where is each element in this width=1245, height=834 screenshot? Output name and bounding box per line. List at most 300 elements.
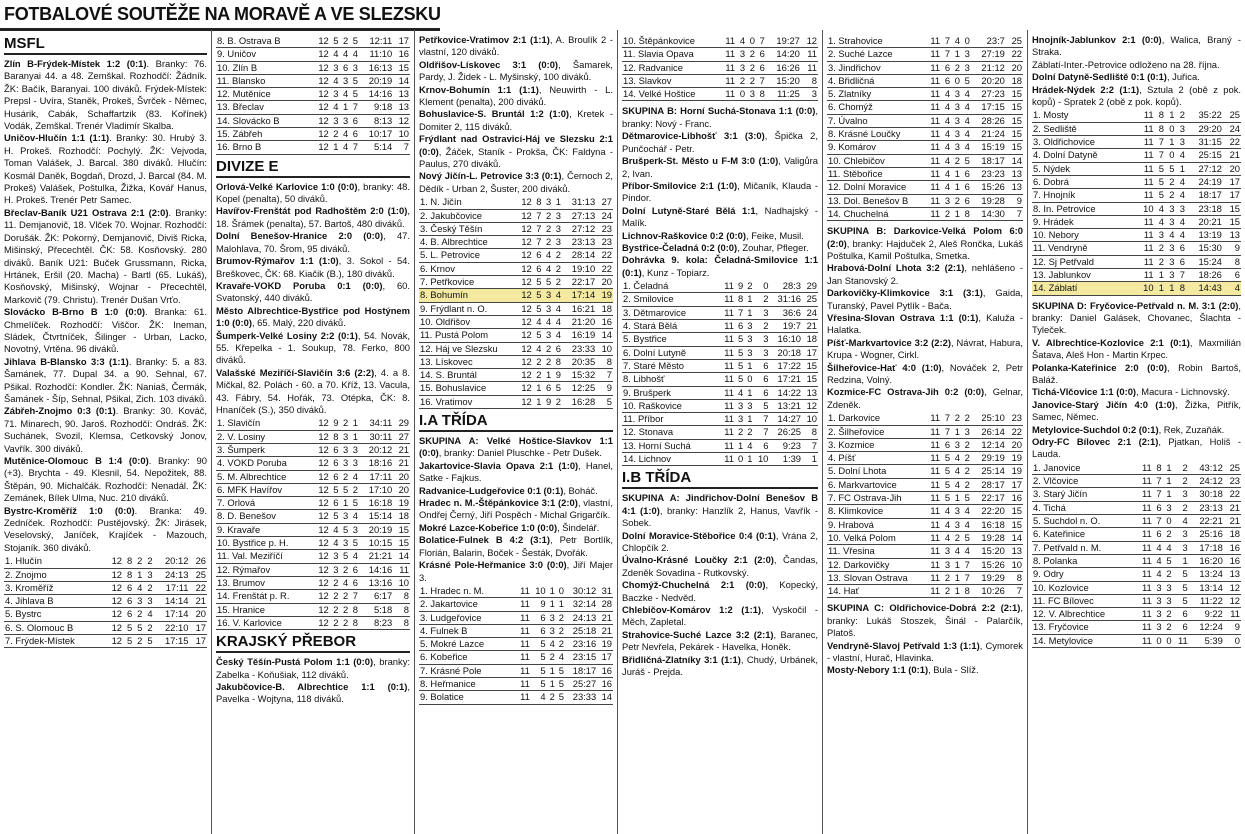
stat-cell: 18:17 [1186, 189, 1223, 202]
table-row [216, 590, 410, 603]
stat-cell: 2 [542, 236, 552, 249]
stat-cell: 3 [744, 399, 753, 412]
stat-cell: 2 [533, 369, 543, 382]
stat-cell: 5 [753, 399, 769, 412]
stat-cell: 2 [744, 280, 753, 293]
stat-cell: 13 [1223, 229, 1241, 242]
match-report: Mutěnice-Olomouc B 1:4 (0:0). Branky: 90 (+3). Brychta - 49. Klesnil, 54. Nepožitek, 88. Štěpán, 90. Michalčák. Rozhodčí: Nenadál. ŽK: Zemánek, Bílek Ulma, Nuc. 210 diváků. [4, 455, 207, 504]
team-name: 7. Úvalno [827, 114, 925, 127]
table-row [1032, 541, 1241, 554]
stat-cell: 2 [1163, 568, 1173, 581]
stat-cell: 31:15 [1186, 136, 1223, 149]
stat-cell: 7 [349, 141, 359, 154]
stat-cell: 5 [133, 621, 143, 634]
team-name: 6. Dolní Lutyně [622, 346, 720, 359]
stat-cell: 7 [349, 101, 359, 114]
stat-cell: 5 [556, 677, 565, 690]
stat-cell: 16:28 [562, 395, 596, 408]
stat-cell: 1 [744, 293, 753, 306]
stat-cell: 6:17 [359, 590, 393, 603]
stat-cell: 17:11 [154, 581, 190, 594]
stat-cell: 4 [349, 470, 359, 483]
match-report: Bystřice-Čeladná 0:2 (0:0), Zouhar, Pfleger. [622, 241, 809, 253]
stat-cell: 7 [1155, 136, 1165, 149]
stat-cell: 3 [143, 568, 153, 581]
table-row [4, 635, 207, 648]
stat-cell: 21:20 [562, 315, 596, 328]
stat-cell: 4 [542, 262, 552, 275]
team-name: 6. MFK Havířov [216, 483, 313, 496]
table-row [419, 289, 613, 302]
stat-cell: 26 [189, 555, 207, 568]
table-row [622, 386, 818, 399]
table-row [216, 537, 410, 550]
stat-cell: 11 [925, 167, 941, 180]
team-name: 8. D. Benešov [216, 510, 313, 523]
stat-cell: 2 [951, 412, 961, 425]
stat-cell: 11 [720, 48, 736, 61]
stat-cell: 1 [951, 181, 961, 194]
stat-cell: 4 [531, 691, 547, 704]
stat-cell: 7 [941, 35, 951, 48]
team-name: 8. Bohumín [419, 289, 516, 302]
table-row [419, 315, 613, 328]
stat-cell: 24 [802, 306, 818, 319]
stat-cell: 23:23 [971, 167, 1006, 180]
stat-cell: 12:11 [359, 35, 393, 48]
stat-cell: 10:17 [359, 128, 393, 141]
table-row [827, 181, 1023, 194]
team-name: 3. Kozmice [827, 438, 925, 451]
stat-cell: 2 [961, 465, 971, 478]
stat-cell: 8 [735, 293, 744, 306]
stat-cell: 11 [1224, 608, 1241, 621]
stat-cell: 15 [393, 537, 410, 550]
stat-cell: 16:18 [971, 518, 1006, 531]
match-report: Jakubčovice-B. Albrechtice 1:1 (0:1), Pavelka - Wojtyna, 118 diváků. [216, 680, 410, 705]
table-row [827, 545, 1023, 558]
table-row [419, 651, 613, 664]
stat-cell: 2 [339, 563, 349, 576]
stat-cell: 14:43 [1186, 282, 1223, 295]
stat-cell: 18 [1224, 528, 1241, 541]
stat-cell: 15 [802, 373, 818, 386]
stat-cell: 5 [1173, 594, 1189, 607]
team-name: 3. Dětmarovice [622, 306, 720, 319]
stat-cell: 5:39 [1189, 634, 1224, 647]
team-name: 6. Dobrá [1032, 175, 1137, 188]
stat-cell: 14 [393, 550, 410, 563]
match-report: Tichá-Vlčovice 1:1 (0:0), Macura - Lichnovský. [1032, 386, 1230, 398]
stat-cell: 0 [735, 453, 744, 466]
stat-cell: 14:30 [971, 207, 1006, 220]
team-name: 1. Slavičín [216, 417, 313, 430]
table-row [1032, 501, 1241, 514]
team-name: 9. Odry [1032, 568, 1137, 581]
stat-cell: 25 [1006, 35, 1023, 48]
stat-cell: 11 [1137, 501, 1153, 514]
stat-cell: 22 [1224, 488, 1241, 501]
stat-cell: 2 [133, 608, 143, 621]
stat-cell: 0 [753, 280, 769, 293]
stat-cell: 6 [330, 443, 340, 456]
stat-cell: 4 [533, 342, 543, 355]
stat-cell: 23 [1006, 412, 1023, 425]
match-report: Janovice-Starý Jičín 4:0 (1:0), Žižka, Pitřík, Samec, Němec. [1032, 398, 1241, 423]
table-row [1032, 621, 1241, 634]
stat-cell: 5 [961, 74, 971, 87]
stat-cell: 12 [516, 355, 533, 368]
stat-cell: 11 [720, 280, 735, 293]
stat-cell: 12 [313, 537, 330, 550]
table-row [827, 101, 1023, 114]
stat-cell: 26:14 [971, 425, 1006, 438]
stat-cell: 31:13 [562, 196, 596, 209]
stat-cell: 4 [1175, 229, 1185, 242]
stat-cell: 18:26 [1186, 269, 1223, 282]
match-report: Kozmice-FC Ostrava-Jih 0:2 (0:0), Gelnar, Zdeněk. [827, 386, 1023, 410]
stat-cell: 11 [1137, 189, 1155, 202]
team-name: 9. Bolatice [419, 691, 516, 704]
stat-cell: 5 [552, 382, 562, 395]
stat-cell: 0 [961, 35, 971, 48]
stat-cell: 25:18 [565, 624, 597, 637]
team-name: 5. Dolní Lhota [827, 465, 925, 478]
table-row [216, 74, 410, 87]
team-name: 9. Brušperk [622, 386, 720, 399]
stat-cell: 21 [1224, 501, 1241, 514]
table-row [827, 207, 1023, 220]
stat-cell: 11 [925, 128, 941, 141]
team-name: 10. Chlebičov [827, 154, 925, 167]
stat-cell: 6 [330, 470, 340, 483]
stat-cell: 16 [597, 677, 613, 690]
stat-cell: 11 [925, 465, 941, 478]
standings-table [419, 585, 613, 705]
stat-cell: 3 [339, 457, 349, 470]
stat-cell: 7 [1153, 475, 1163, 488]
stat-cell: 15:30 [1186, 242, 1223, 255]
stat-cell: 20:12 [154, 555, 190, 568]
stat-cell: 2 [143, 581, 153, 594]
stat-cell: 4 [1175, 189, 1185, 202]
stat-cell: 2 [133, 555, 143, 568]
match-report: V. Albrechtice-Kozlovice 2:1 (0:1), Maxmilián Šatava, Aleš Hon - Martin Krpec. [1032, 336, 1241, 361]
stat-cell: 4 [941, 181, 951, 194]
table-row [827, 167, 1023, 180]
stat-cell: 0 [736, 88, 746, 101]
stat-cell: 10:15 [359, 537, 393, 550]
stat-cell: 6 [1153, 528, 1163, 541]
table-row [622, 426, 818, 439]
stat-cell: 8 [596, 355, 613, 368]
table-row [827, 425, 1023, 438]
match-report: Dětmarovice-Libhošť 3:1 (3:0), Špička 2, Punčochář - Petr. [622, 130, 818, 154]
stat-cell: 12 [313, 443, 330, 456]
stat-cell: 21 [802, 320, 818, 333]
stat-cell: 3 [330, 114, 340, 127]
stat-cell: 5 [556, 664, 565, 677]
stat-cell: 11 [1137, 515, 1153, 528]
table-row [827, 465, 1023, 478]
stat-cell: 1 [951, 167, 961, 180]
stat-cell: 11 [1137, 462, 1153, 475]
stat-cell: 3 [744, 346, 753, 359]
stat-cell: 5 [349, 35, 359, 48]
stat-cell: 5 [123, 621, 133, 634]
stat-cell: 21:24 [971, 128, 1006, 141]
stat-cell: 7 [961, 571, 971, 584]
stat-cell: 3 [547, 611, 556, 624]
stat-cell: 20 [393, 470, 410, 483]
table-row [216, 141, 410, 154]
table-row [419, 276, 613, 289]
stat-cell: 6 [531, 611, 547, 624]
stat-cell: 6 [349, 576, 359, 589]
stat-cell: 16 [1224, 554, 1241, 567]
match-report: Zábřeh-Znojmo 0:3 (0:1). Branky: 30. Kováč, 71. Minarech, 90. Jaroš. Rozhodčí: Ondráš. ŽK: Suchánek, Svozil, Klemsa, Cetkovský Jonov, Vavřík. 300 diváků. [4, 405, 207, 454]
stat-cell: 19:7 [769, 320, 802, 333]
stat-cell: 1:39 [769, 453, 802, 466]
match-report: Jihlava B-Blansko 3:3 (1:1). Branky: 5. a 83. Šamánek, 77. Dupal 34. a 90. Sehnal, 67. Pšikal. Rozhodčí: Kondler. ŽK: Naniaš, Čermák, Šamánek - Šíp, Sehnal, Pšikal, Zich. 103 diváků. [4, 355, 207, 404]
stat-cell: 9:18 [359, 101, 393, 114]
stat-cell: 2 [951, 154, 961, 167]
stat-cell: 5 [339, 550, 349, 563]
stat-cell: 6 [123, 595, 133, 608]
stat-cell: 7 [753, 413, 769, 426]
table-row [1032, 242, 1241, 255]
stat-cell: 8 [123, 555, 133, 568]
team-name: 8. Krásné Loučky [827, 128, 925, 141]
stat-cell: 2 [547, 691, 556, 704]
stat-cell: 8 [1153, 462, 1163, 475]
stat-cell: 11 [1137, 215, 1155, 228]
column-divider [414, 30, 415, 834]
stat-cell: 8 [961, 207, 971, 220]
team-name: 2. Znojmo [4, 568, 106, 581]
stat-cell: 11 [925, 518, 941, 531]
team-name: 1. Darkovice [827, 412, 925, 425]
team-name: 1. Hlučín [4, 555, 106, 568]
stat-cell: 6 [961, 167, 971, 180]
stat-cell: 1 [547, 598, 556, 611]
stat-cell: 3 [339, 114, 349, 127]
table-row [419, 395, 613, 408]
stat-cell: 14:16 [359, 563, 393, 576]
stat-cell: 4 [941, 101, 951, 114]
stat-cell: 2 [753, 320, 769, 333]
table-row [827, 154, 1023, 167]
stat-cell: 8:13 [359, 114, 393, 127]
stat-cell: 11 [1137, 594, 1153, 607]
match-report: Píšť-Markvartovice 3:2 (2:2), Návrat, Habura, Krupa - Wogner, Cirkl. [827, 336, 1023, 361]
stat-cell: 4 [961, 505, 971, 518]
stat-cell: 2 [542, 355, 552, 368]
stat-cell: 4 [941, 88, 951, 101]
stat-cell: 19:10 [562, 262, 596, 275]
stat-cell: 5 [1163, 554, 1173, 567]
stat-cell: 12 [106, 555, 124, 568]
team-name: 10. Zlín B [216, 61, 313, 74]
stat-cell: 18 [802, 333, 818, 346]
stat-cell: 0 [744, 373, 753, 386]
stat-cell: 14 [1006, 154, 1023, 167]
team-name: 13. Slovan Ostrava [827, 571, 925, 584]
stat-cell: 1 [951, 585, 961, 598]
table-row [4, 555, 207, 568]
stat-cell: 4 [133, 581, 143, 594]
stat-cell: 2 [1155, 255, 1165, 268]
stat-cell: 7 [596, 369, 613, 382]
stat-cell: 6 [349, 128, 359, 141]
team-name: 1. Janovice [1032, 462, 1137, 475]
stat-cell: 2 [542, 342, 552, 355]
stat-cell: 20:12 [359, 443, 393, 456]
stat-cell: 9 [1224, 621, 1241, 634]
stat-cell: 3 [951, 128, 961, 141]
stat-cell: 5 [1165, 162, 1175, 175]
team-name: 5. Bystřice [622, 333, 720, 346]
stat-cell: 4 [961, 88, 971, 101]
stat-cell: 11 [1137, 554, 1153, 567]
team-name: 4. B. Albrechtice [419, 236, 516, 249]
stat-cell: 6 [531, 624, 547, 637]
stat-cell: 8 [393, 616, 410, 629]
stat-cell: 12 [1224, 581, 1241, 594]
stat-cell: 23 [1224, 475, 1241, 488]
team-name: 7. Petřvald n. M. [1032, 541, 1137, 554]
stat-cell: 25 [1224, 462, 1241, 475]
team-name: 16. Vratimov [419, 395, 516, 408]
stat-cell: 2 [552, 276, 562, 289]
table-row [4, 581, 207, 594]
stat-cell: 17:11 [359, 470, 393, 483]
stat-cell: 6 [756, 61, 766, 74]
stat-cell: 6 [1223, 269, 1241, 282]
team-name: 15. Hranice [216, 603, 313, 616]
stat-cell: 12 [313, 101, 330, 114]
stat-cell: 4 [951, 452, 961, 465]
column-divider [822, 30, 823, 834]
stat-cell: 4 [339, 48, 349, 61]
stat-cell: 2 [349, 483, 359, 496]
stat-cell: 6 [941, 438, 951, 451]
stat-cell: 3 [330, 550, 340, 563]
stat-cell: 25:16 [1189, 528, 1224, 541]
standings-table [419, 196, 613, 409]
stat-cell: 2 [552, 249, 562, 262]
match-report: Šumperk-Velké Losiny 2:2 (0:1), 54. Novák, 55. Křepelka - 1. Soukup, 78. Ferko, 800 diváků. [216, 329, 410, 366]
stat-cell: 3 [961, 48, 971, 61]
stat-cell: 6 [1175, 242, 1185, 255]
stat-cell: 6 [941, 74, 951, 87]
stat-cell: 19:29 [971, 571, 1006, 584]
team-name: 2. Jakubčovice [419, 209, 516, 222]
stat-cell: 12 [313, 550, 330, 563]
standings-table [622, 35, 818, 101]
stat-cell: 4 [1163, 541, 1173, 554]
stat-cell: 43:12 [1189, 462, 1224, 475]
stat-cell: 4 [552, 289, 562, 302]
stat-cell: 11 [720, 439, 735, 452]
stat-cell: 11 [516, 624, 531, 637]
stat-cell: 6 [339, 61, 349, 74]
team-name: 3. Oldřichovice [1032, 136, 1137, 149]
match-report: Dohrávka 9. kola: Čeladná-Smilovice 1:1 (0:1), Kunz - Topiarz. [622, 254, 818, 278]
stat-cell: 2 [542, 209, 552, 222]
stat-cell: 7 [1155, 149, 1165, 162]
stat-cell: 6 [349, 563, 359, 576]
stat-cell: 4 [556, 651, 565, 664]
stat-cell: 17 [189, 635, 207, 648]
stat-cell: 4 [961, 141, 971, 154]
stat-cell: 3 [1173, 541, 1189, 554]
stat-cell: 7 [756, 35, 766, 48]
stat-cell: 21 [1223, 149, 1241, 162]
match-report: Nový Jičín-L. Petrovice 3:3 (0:1), Černoch 2, Dědík - Urban 2, Šuster, 200 diváků. [419, 170, 613, 194]
stat-cell: 5 [330, 510, 340, 523]
stat-cell: 5 [349, 74, 359, 87]
team-name: 10. Raškovice [622, 399, 720, 412]
stat-cell: 4 [1155, 215, 1165, 228]
table-row [419, 382, 613, 395]
stat-cell: 31 [597, 585, 613, 598]
stat-cell: 2 [330, 590, 340, 603]
stat-cell: 6 [961, 181, 971, 194]
team-name: 12. Radvanice [622, 61, 720, 74]
stat-cell: 5 [531, 677, 547, 690]
stat-cell: 5 [533, 329, 543, 342]
stat-cell: 7 [393, 141, 410, 154]
table-row [216, 443, 410, 456]
stat-cell: 4 [736, 35, 746, 48]
stat-cell: 18:17 [565, 664, 597, 677]
match-report: Havířov-Frenštát pod Radhoštěm 2:0 (1:0), 18. Šrámek (penalta), 57. Bartoš, 480 diváků. [216, 205, 410, 229]
stat-cell: 3 [1153, 608, 1163, 621]
team-name: 8. Klimkovice [827, 505, 925, 518]
section-title: I.B TŘÍDA [622, 470, 818, 489]
team-name: 7. Frýdek-Místek [4, 635, 106, 648]
stat-cell: 0 [556, 585, 565, 598]
stat-cell: 15:19 [971, 141, 1006, 154]
stat-cell: 1 [744, 359, 753, 372]
stat-cell: 3 [735, 399, 744, 412]
stat-cell: 13:24 [1189, 568, 1224, 581]
stat-cell: 23:33 [562, 342, 596, 355]
stat-cell: 24 [596, 209, 613, 222]
stat-cell: 6 [533, 262, 543, 275]
stat-cell: 1 [349, 430, 359, 443]
stat-cell: 12 [106, 621, 124, 634]
page-header [0, 0, 440, 31]
stat-cell: 2 [556, 611, 565, 624]
table-row [827, 438, 1023, 451]
stat-cell: 2 [143, 555, 153, 568]
stat-cell: 23:15 [565, 651, 597, 664]
stat-cell: 11 [801, 61, 818, 74]
stat-cell: 8 [393, 603, 410, 616]
stat-cell: 19 [596, 289, 613, 302]
stat-cell: 11 [516, 585, 531, 598]
table-row [216, 576, 410, 589]
stat-cell: 11 [1137, 634, 1153, 647]
stat-cell: 10 [1006, 558, 1023, 571]
stat-cell: 11:22 [1189, 594, 1224, 607]
match-report: Brušperk-St. Město u F-M 3:0 (1:0), Valigůra 2, Ivan. [622, 155, 818, 179]
stat-cell: 10 [753, 453, 769, 466]
match-report: Mokré Lazce-Kobeřice 1:0 (0:0), Šindelář. [419, 521, 600, 533]
stat-cell: 12 [516, 196, 533, 209]
